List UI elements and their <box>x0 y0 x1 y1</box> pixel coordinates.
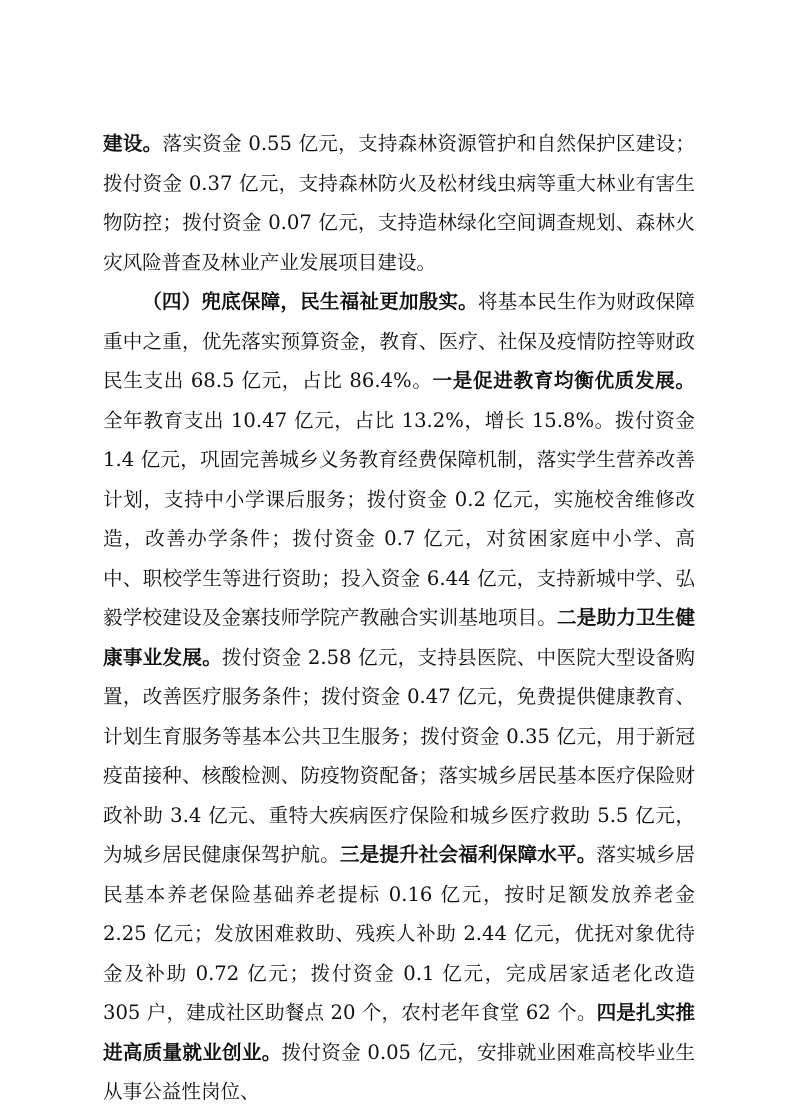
body-run: 落实城乡居民基本养老保险基础养老提标 0.16 亿元，按时足额发放养老金 2.25 亿元；发放困难救助、残疾人补助 2.44 亿元，优抚对象优待金及补助 0.72 亿元；拨付资金 0.1 亿元，完成居家适老化改造 305 户，建成社区助餐点 20 个，农村老年食堂 62 个。 <box>103 843 696 1024</box>
paragraph-livelihood <box>103 282 695 1112</box>
subheading-health: 二是助力卫生健康事业发展。 <box>103 606 696 669</box>
document-page <box>103 124 695 1112</box>
subheading-employment: 四是扎实推进高质量就业创业。 <box>103 1001 696 1064</box>
subheading-education: 一是促进教育均衡优质发展。 <box>432 369 695 392</box>
body-run: 拨付资金 0.05 亿元，安排就业困难高校毕业生从事公益性岗位、 <box>103 1040 695 1103</box>
paragraph-forestry <box>103 124 695 282</box>
section-heading: （四）兜底保障，民生福祉更加殷实。 <box>142 290 478 313</box>
body-run: 全年教育支出 10.47 亿元，占比 13.2%，增长 15.8%。拨付资金 1.4 亿元，巩固完善城乡义务教育经费保障机制，落实学生营养改善计划，支持中小学课后服务；拨付资金 0.2 亿元，实施校舍维修改造，改善办学条件；拨付资金 0.7 亿元，对贫困家庭中小学、高中、职校学生等进行资助；投入资金 6.44 亿元，支持新城中学、弘毅学校建设及金寨技师学院产教融合实训基地项目。 <box>103 408 695 629</box>
body-run: 拨付资金 2.58 亿元，支持县医院、中医院大型设备购置，改善医疗服务条件；拨付资金 0.47 亿元，免费提供健康教育、计划生育服务等基本公共卫生服务；拨付资金 0.35 亿元，用于新冠疫苗接种、核酸检测、防疫物资配备；落实城乡居民基本医疗保险财政补助 3.4 亿元、重特大疾病医疗保险和城乡医疗救助 5.5 亿元，为城乡居民健康保驾护航。 <box>103 645 696 866</box>
subheading-welfare: 三是提升社会福利保障水平。 <box>339 843 597 866</box>
body-run: 落实资金 0.55 亿元，支持森林资源管护和自然保护区建设；拨付资金 0.37 亿元，支持森林防火及松材线虫病等重大林业有害生物防控；拨付资金 0.07 亿元，支持造林绿化空间调查规划、森林火灾风险普查及林业产业发展项目建设。 <box>103 132 696 274</box>
heading-run: 建设。 <box>103 132 163 155</box>
body-run: 将基本民生作为财政保障重中之重，优先落实预算资金，教育、医疗、社保及疫情防控等财政民生支出 68.5 亿元，占比 86.4%。 <box>103 290 696 392</box>
